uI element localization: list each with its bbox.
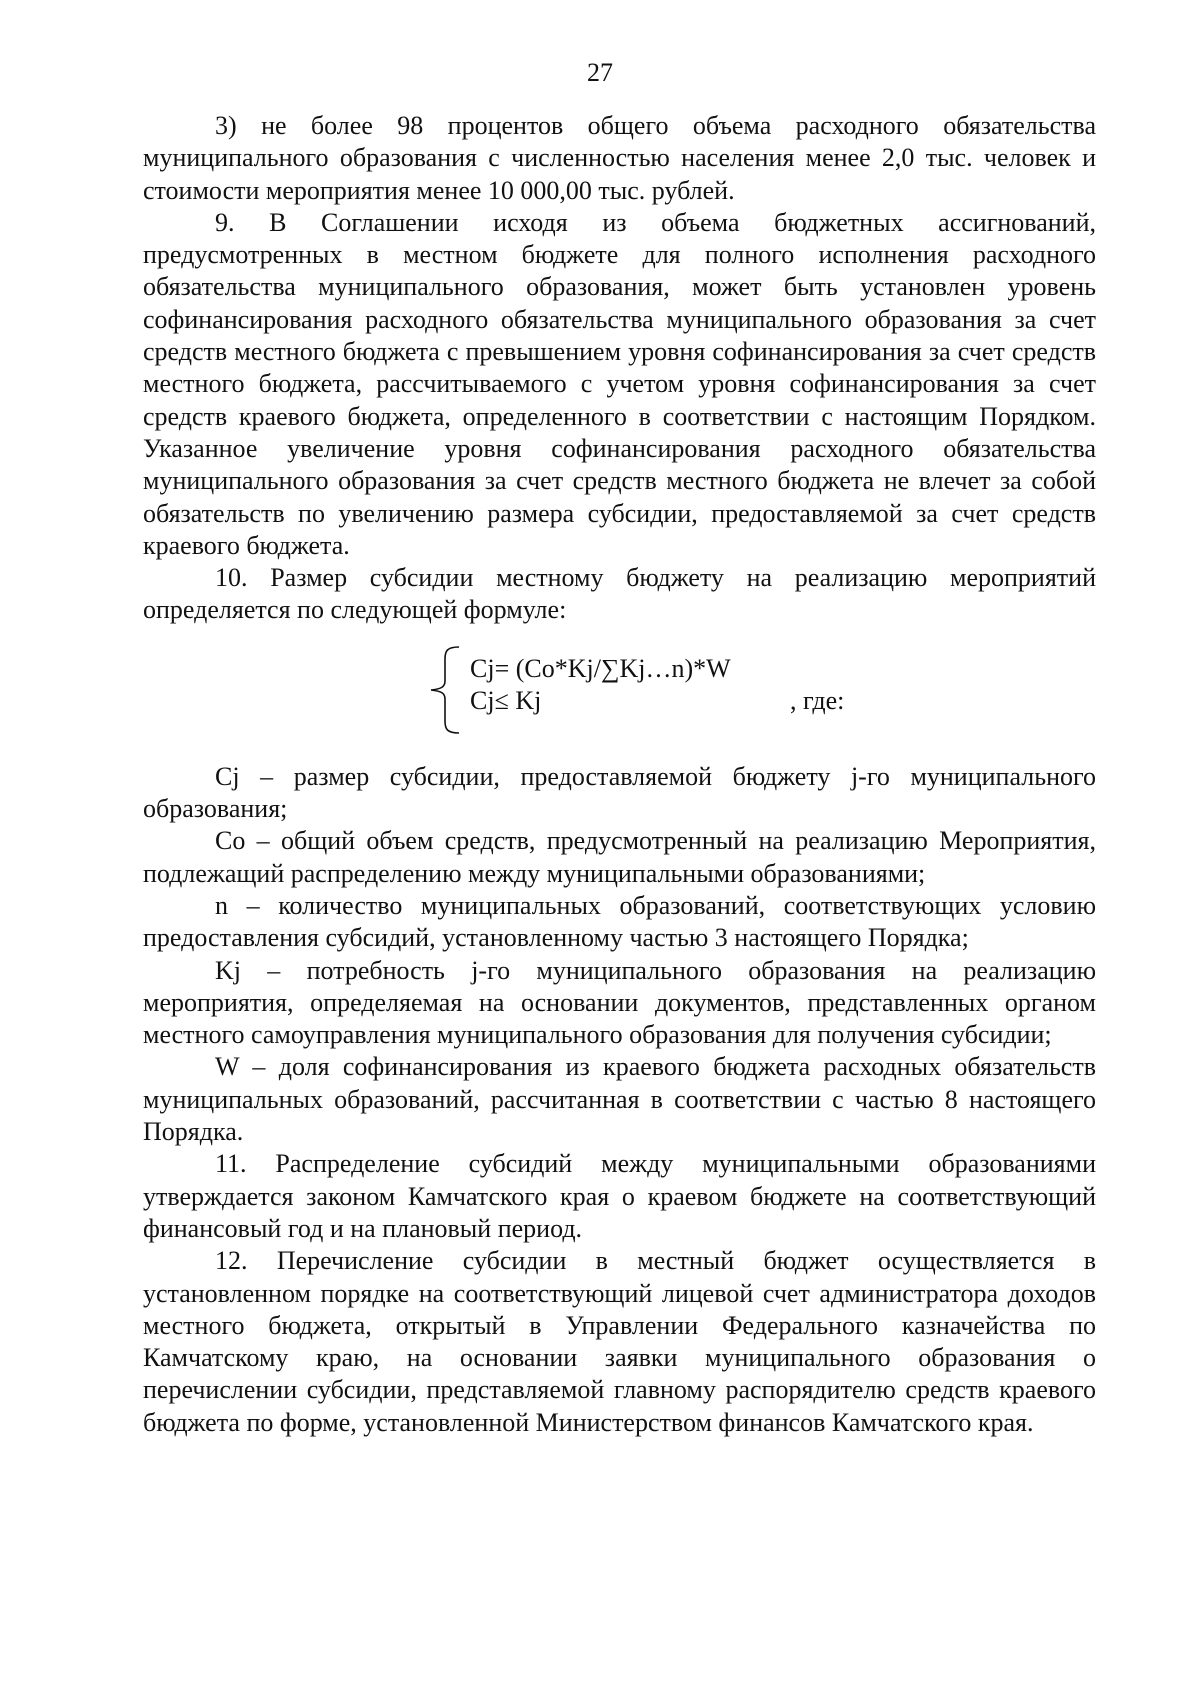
formula-line-subsidy: Cj= (Co*Kj/∑Kj…n)*W <box>470 653 731 683</box>
definition-w: W – доля софинансирования из краевого бюджета расходных обязательств муниципальных образований, рассчитанная в соответствии с частью 8 настоящего Порядка. <box>143 1052 1096 1147</box>
formula-line-constraint: Cj≤ Kj <box>470 685 542 715</box>
page-number: 27 <box>587 58 613 87</box>
paragraph-item-10: 10. Размер субсидии местному бюджету на реализацию мероприятий определяется по следующей формуле: <box>143 563 1096 625</box>
formula-where-label: , где: <box>790 685 845 715</box>
paragraph-item-3: 3) не более 98 процентов общего объема расходного обязательства муниципального образования с численностью населения менее 2,0 тыс. человек и стоимости мероприятия менее 10 000,00 тыс. рублей. <box>143 111 1096 205</box>
document-body <box>143 110 1096 1439</box>
paragraph-item-12: 12. Перечисление субсидии в местный бюджет осуществляется в установленном порядке на соответствующий лицевой счет администратора доходов местного бюджета, открытый в Управлении Федерального казначейства по Камчатскому краю, на основании заявки муниципального образования о перечислении субсидии, представляемой главному распорядителю средств краевого бюджета по форме, установленной Министерством финансов Камчатского края. <box>143 1246 1096 1437</box>
definition-co: Co – общий объем средств, предусмотренный на реализацию Мероприятия, подлежащий распределению между муниципальными образованиями; <box>143 826 1096 888</box>
subsidy-formula <box>143 635 1096 747</box>
definition-kj: Kj – потребность j-го муниципального образования на реализацию мероприятия, определяемая на основании документов, представленных органом местного самоуправления муниципального образования для получения субсидии; <box>143 955 1096 1050</box>
paragraph-item-9: 9. В Соглашении исходя из объема бюджетных ассигнований, предусмотренных в местном бюджете для полного исполнения расходного обязательства муниципального образования, может быть установлен уровень софинансирования расходного обязательства муниципального образования за счет средств местного бюджета с превышением уровня софинансирования за счет средств местного бюджета, рассчитываемого с учетом уровня софинансирования за счет средств краевого бюджета, определенного в соответствии с настоящим Порядком. Указанное увеличение уровня софинансирования расходного обязательства муниципального образования за счет средств местного бюджета не влечет за собой обязательств по увеличению размера субсидии, предоставляемой за счет средств краевого бюджета. <box>143 207 1096 560</box>
definition-cj: Cj – размер субсидии, предоставляемой бюджету j-го муниципального образования; <box>143 761 1096 824</box>
definition-n: n – количество муниципальных образований, соответствующих условию предоставления субсидий, установленному частью 3 настоящего Порядка; <box>143 890 1096 953</box>
left-brace-icon <box>423 645 463 735</box>
paragraph-item-11: 11. Распределение субсидий между муниципальными образованиями утверждается законом Камчатского края о краевом бюджете на соответствующий финансовый год и на плановый период. <box>143 1149 1096 1243</box>
